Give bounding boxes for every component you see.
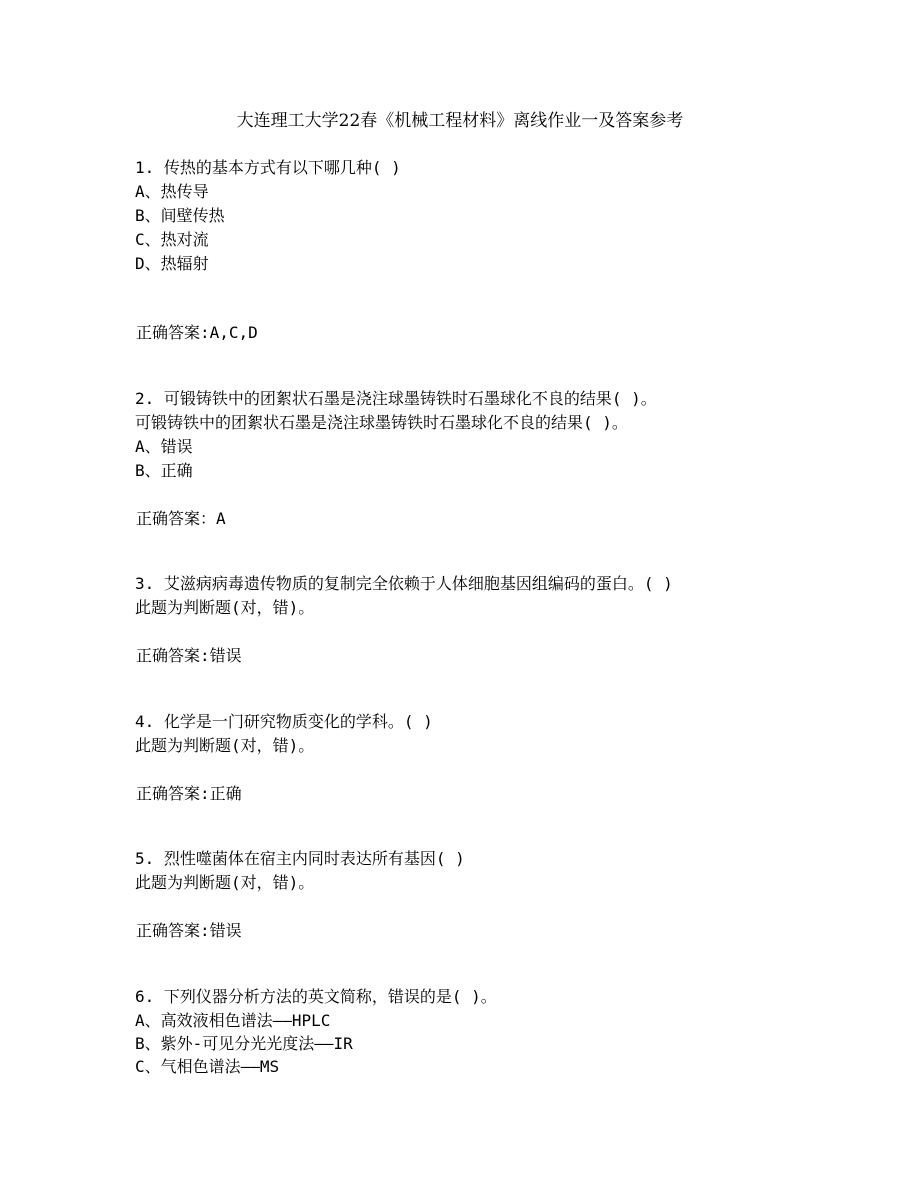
question-6-option-b: B、紫外-可见分光光度法——IR [135, 1034, 353, 1053]
question-5-extra: 此题为判断题(对，错)。 [135, 873, 315, 892]
question-4-answer: 正确答案:正确 [136, 784, 242, 803]
question-2-extra: 可锻铸铁中的团絮状石墨是浇注球墨铸铁时石墨球化不良的结果( )。 [135, 413, 628, 432]
question-4-stem: 4. 化学是一门研究物质变化的学科。( ) [135, 712, 433, 731]
question-6-stem: 6. 下列仪器分析方法的英文简称，错误的是( )。 [135, 987, 497, 1006]
question-2-answer: 正确答案：A [136, 509, 226, 528]
question-3-stem: 3. 艾滋病病毒遗传物质的复制完全依赖于人体细胞基因组编码的蛋白。( ) [135, 574, 673, 593]
question-1-option-d: D、热辐射 [135, 254, 209, 273]
question-1-answer: 正确答案:A,C,D [136, 323, 258, 342]
question-5-answer: 正确答案:错误 [136, 921, 242, 940]
question-3-answer: 正确答案:错误 [136, 646, 242, 665]
question-6-option-c: C、气相色谱法——MS [135, 1057, 280, 1076]
question-6-option-a: A、高效液相色谱法——HPLC [135, 1011, 331, 1030]
question-4-extra: 此题为判断题(对，错)。 [135, 736, 315, 755]
question-1-option-c: C、热对流 [135, 230, 209, 249]
question-1-stem: 1. 传热的基本方式有以下哪几种( ) [135, 158, 401, 177]
question-2-stem: 2. 可锻铸铁中的团絮状石墨是浇注球墨铸铁时石墨球化不良的结果( )。 [135, 389, 657, 408]
question-3-extra: 此题为判断题(对，错)。 [135, 598, 315, 617]
question-2-option-a: A、错误 [135, 437, 193, 456]
question-2-option-b: B、正确 [135, 461, 193, 480]
question-5-stem: 5. 烈性噬菌体在宿主内同时表达所有基因( ) [135, 849, 465, 868]
question-1-option-a: A、热传导 [135, 182, 209, 201]
question-1-option-b: B、间壁传热 [135, 206, 225, 225]
document-title: 大连理工大学22春《机械工程材料》离线作业一及答案参考 [236, 111, 684, 131]
